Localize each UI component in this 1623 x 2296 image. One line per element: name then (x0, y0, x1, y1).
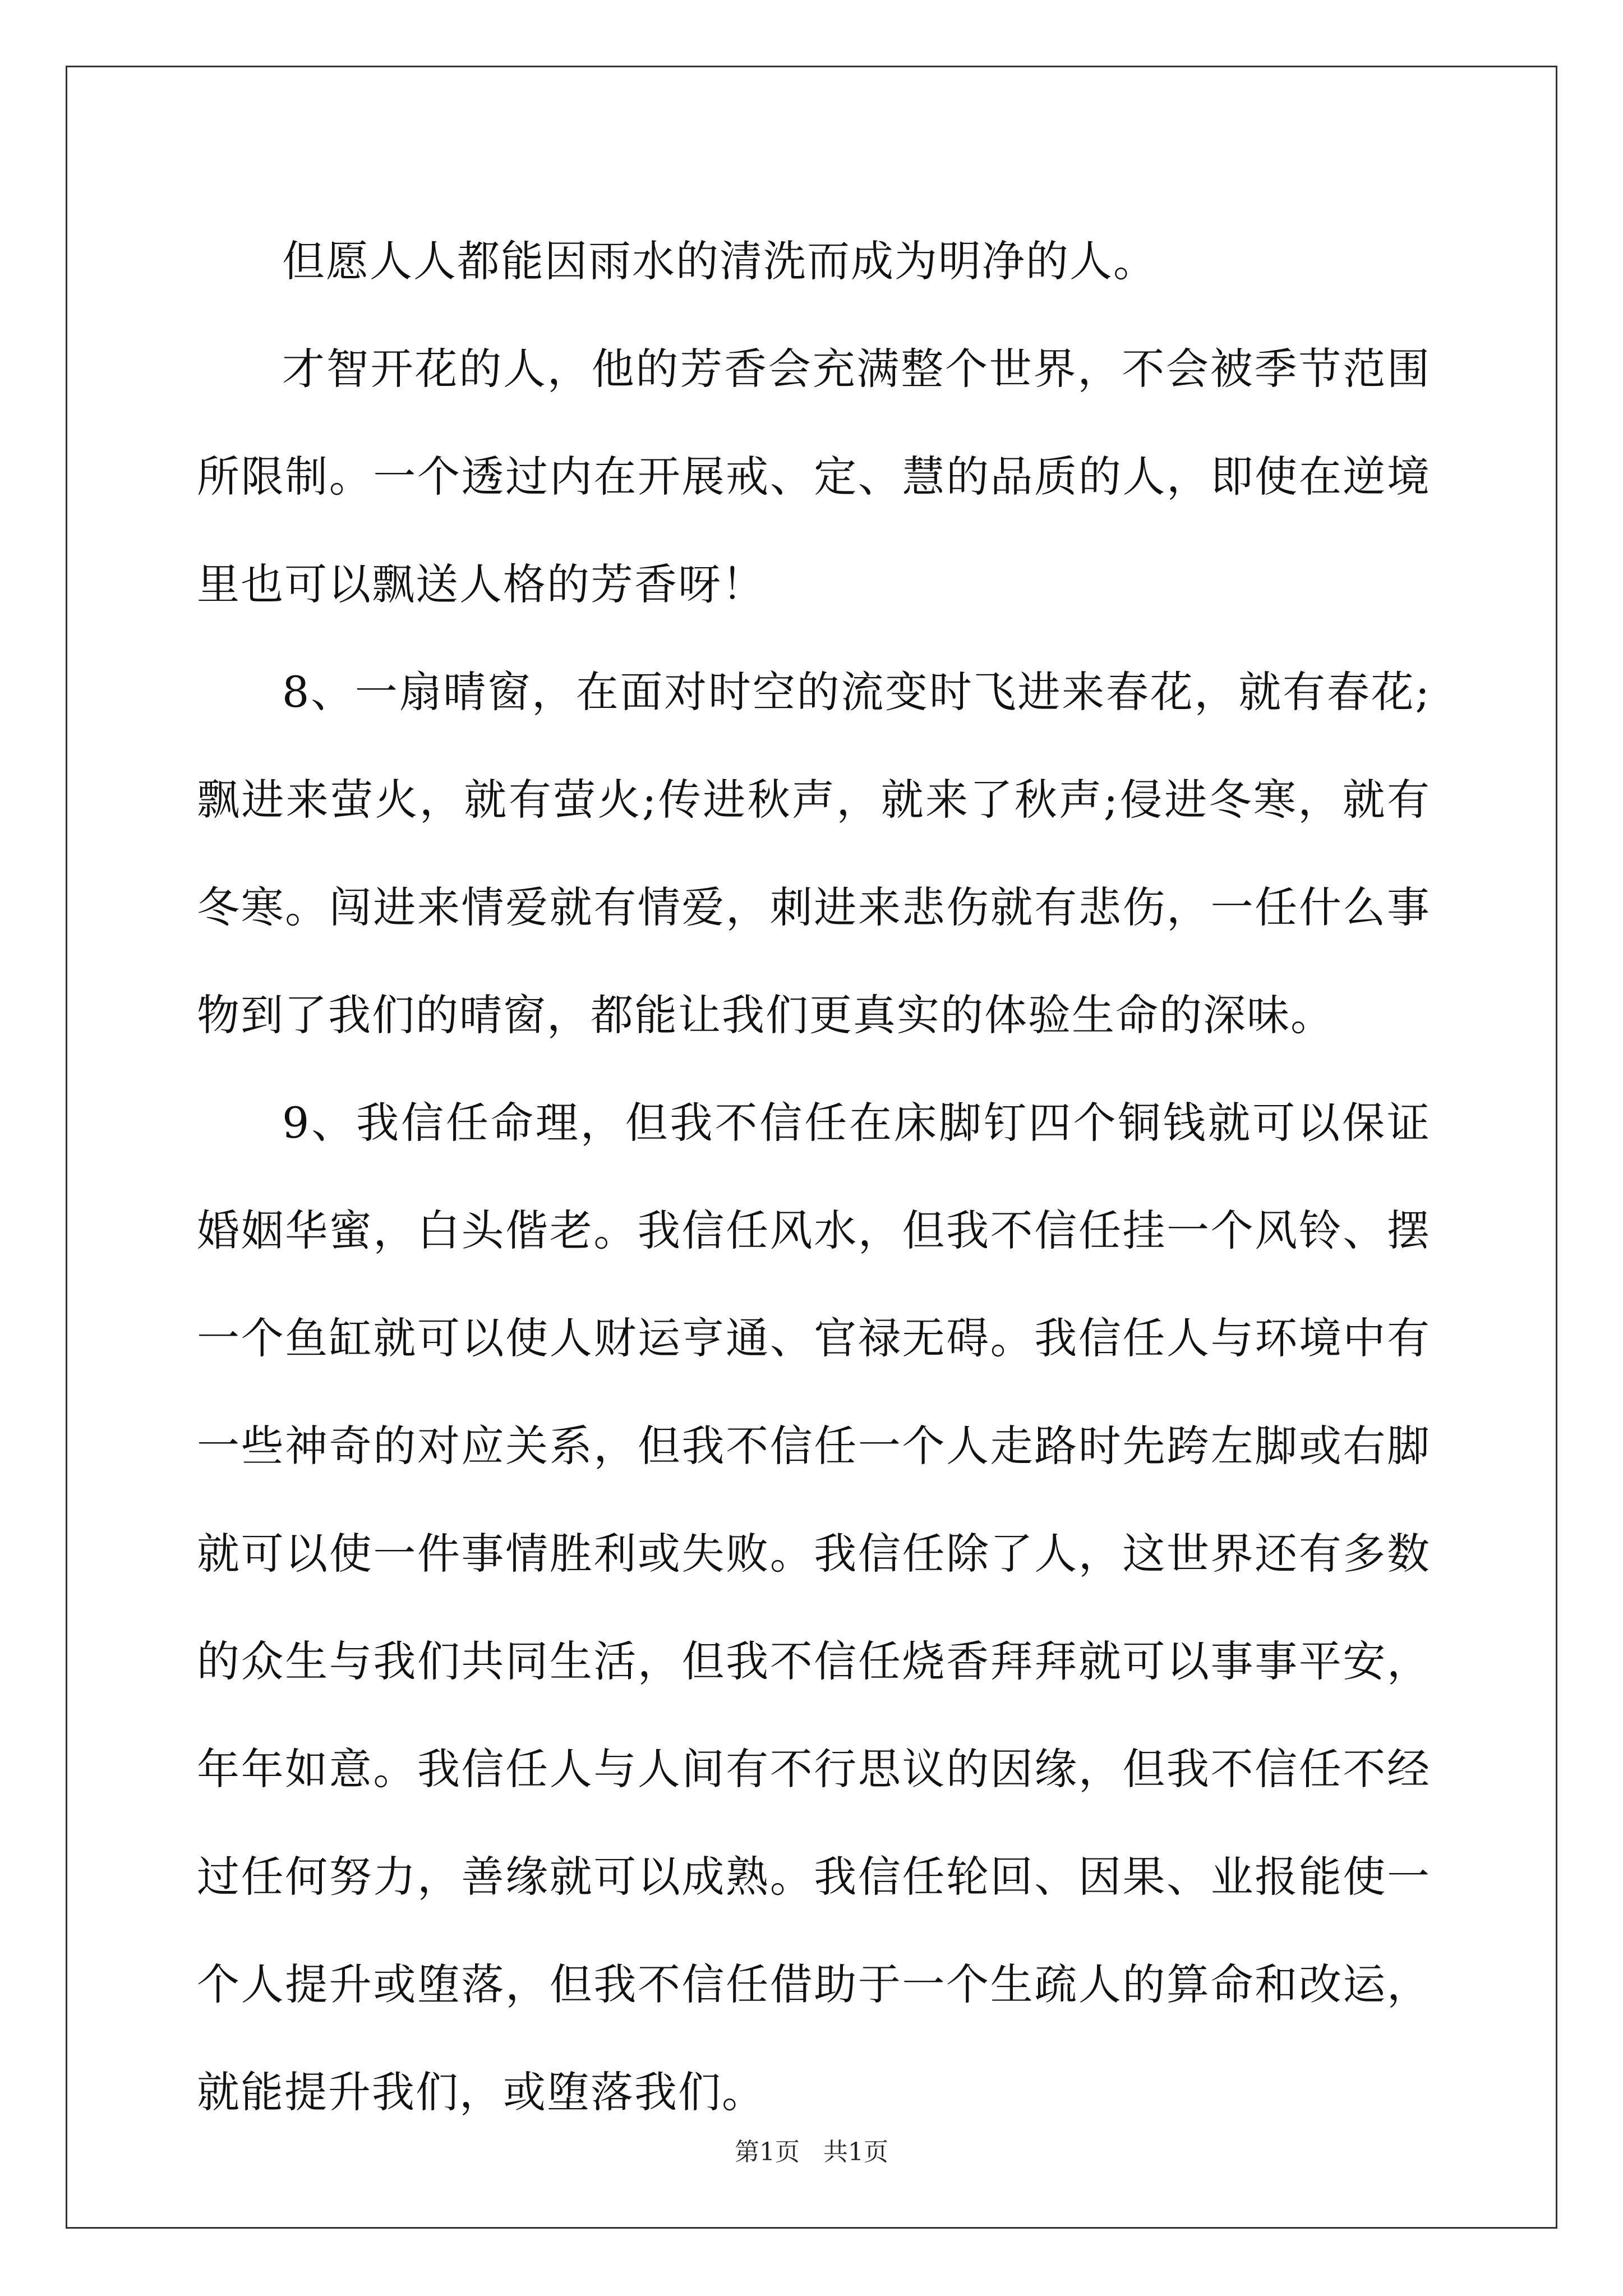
paragraph-4: 9、我信任命理，但我不信任在床脚钉四个铜钱就可以保证婚姻华蜜，白头偕老。我信任风水，但我不信任挂一个风铃、摆一个鱼缸就可以使人财运亨通、官禄无碍。我信任人与环境中有一些神奇的对应关系，但我不信任一个人走路时先跨左脚或右脚就可以使一件事情胜利或失败。我信任除了人，这世界还有多数的众生与我们共同生活，但我不信任烧香拜拜就可以事事平安，年年如意。我信任人与人间有不行思议的因缘，但我不信任不经过任何努力，善缘就可以成熟。我信任轮回、因果、业报能使一个人提升或堕落，但我不信任借助于一个生疏人的算命和改运，就能提升我们，或堕落我们。 (197, 1098, 1431, 2117)
paragraph-3: 8、一扇晴窗，在面对时空的流变时飞进来春花，就有春花;飘进来萤火，就有萤火;传进秋声，就来了秋声;侵进冬寒，就有冬寒。闯进来情爱就有情爱，刺进来悲伤就有悲伤，一任什么事物到了我们的晴窗，都能让我们更真实的体验生命的深味。 (197, 667, 1431, 1040)
page-footer: 第1页 共1页 (735, 2138, 888, 2166)
paragraph-2: 才智开花的人，他的芳香会充满整个世界，不会被季节范围所限制。一个透过内在开展戒、定、慧的品质的人，即使在逆境里也可以飘送人格的芳香呀！ (197, 344, 1431, 609)
document-body (197, 208, 1431, 2146)
paragraph-1: 但愿人人都能因雨水的清洗而成为明净的人。 (282, 236, 1157, 286)
